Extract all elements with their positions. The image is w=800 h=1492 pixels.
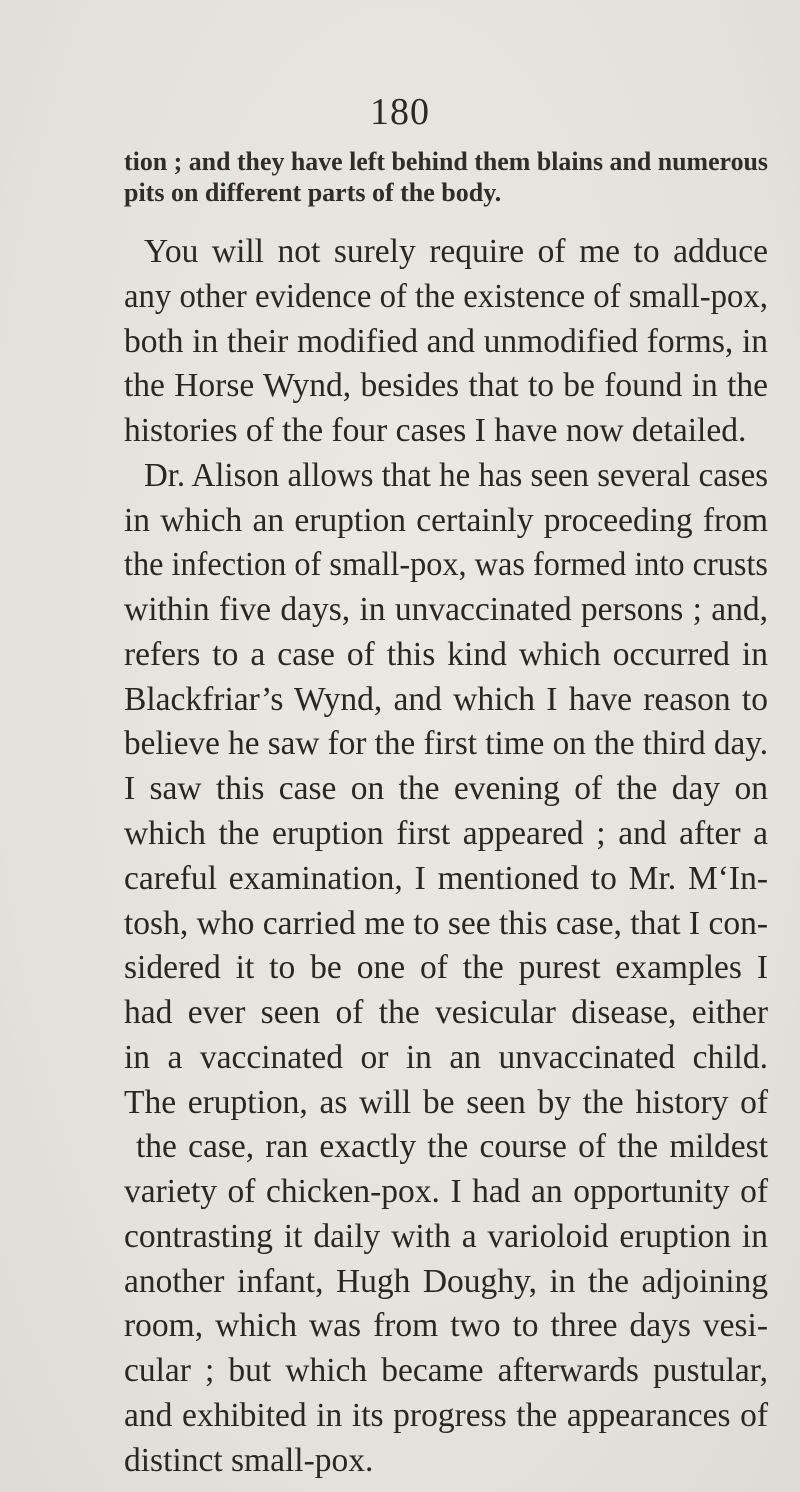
text-line: another infant, Hugh Doughy, in the adjoining: [124, 1263, 768, 1300]
text-line: contrasting it daily with a varioloid eruption in: [124, 1218, 768, 1255]
text-line: the case, ran exactly the course of the mildest: [136, 1128, 768, 1165]
text-line: in a vaccinated or in an unvaccinated child.: [124, 1039, 768, 1076]
text-line: any other evidence of the existence of small-pox,: [124, 278, 768, 315]
text-line: tion ; and they have left behind them blains and numerous: [124, 147, 768, 176]
text-line: tosh, who carried me to see this case, that I con-: [124, 905, 768, 942]
text-line: The eruption, as will be seen by the history of: [124, 1084, 768, 1121]
text-line: pits on different parts of the body.: [124, 178, 502, 207]
text-line: careful examination, I mentioned to Mr. M‘In-: [124, 860, 768, 897]
text-line: had ever seen of the vesicular disease, either: [124, 994, 768, 1031]
text-line: believe he saw for the first time on the third day.: [124, 725, 768, 762]
page-number: 180: [370, 91, 430, 133]
text-line: both in their modified and unmodified forms, in: [124, 323, 768, 360]
text-line: cular ; but which became afterwards pustular,: [124, 1352, 768, 1389]
text-line: room, which was from two to three days vesi-: [124, 1307, 768, 1344]
text-line: in which an eruption certainly proceeding from: [124, 502, 768, 539]
text-line: refers to a case of this kind which occurred in: [124, 636, 768, 673]
text-line: histories of the four cases I have now detailed.: [124, 412, 747, 449]
text-line: Dr. Alison allows that he has seen several cases: [144, 457, 768, 494]
text-line: variety of chicken-pox. I had an opportunity of: [124, 1173, 768, 1210]
text-line: within five days, in unvaccinated persons ; and,: [124, 591, 768, 628]
text-line: which the eruption first appeared ; and after a: [124, 815, 768, 852]
text-line: You will not surely require of me to adduce: [144, 233, 768, 270]
text-line: distinct small-pox.: [124, 1442, 374, 1479]
text-line: sidered it to be one of the purest examples I: [124, 949, 768, 986]
text-line: the infection of small-pox, was formed into crusts: [124, 546, 768, 583]
text-line: I saw this case on the evening of the day on: [124, 770, 768, 807]
text-line: and exhibited in its progress the appearances of: [124, 1397, 768, 1434]
text-line: Blackfriar’s Wynd, and which I have reason to: [124, 681, 768, 718]
text-line: the Horse Wynd, besides that to be found in the: [124, 367, 768, 404]
